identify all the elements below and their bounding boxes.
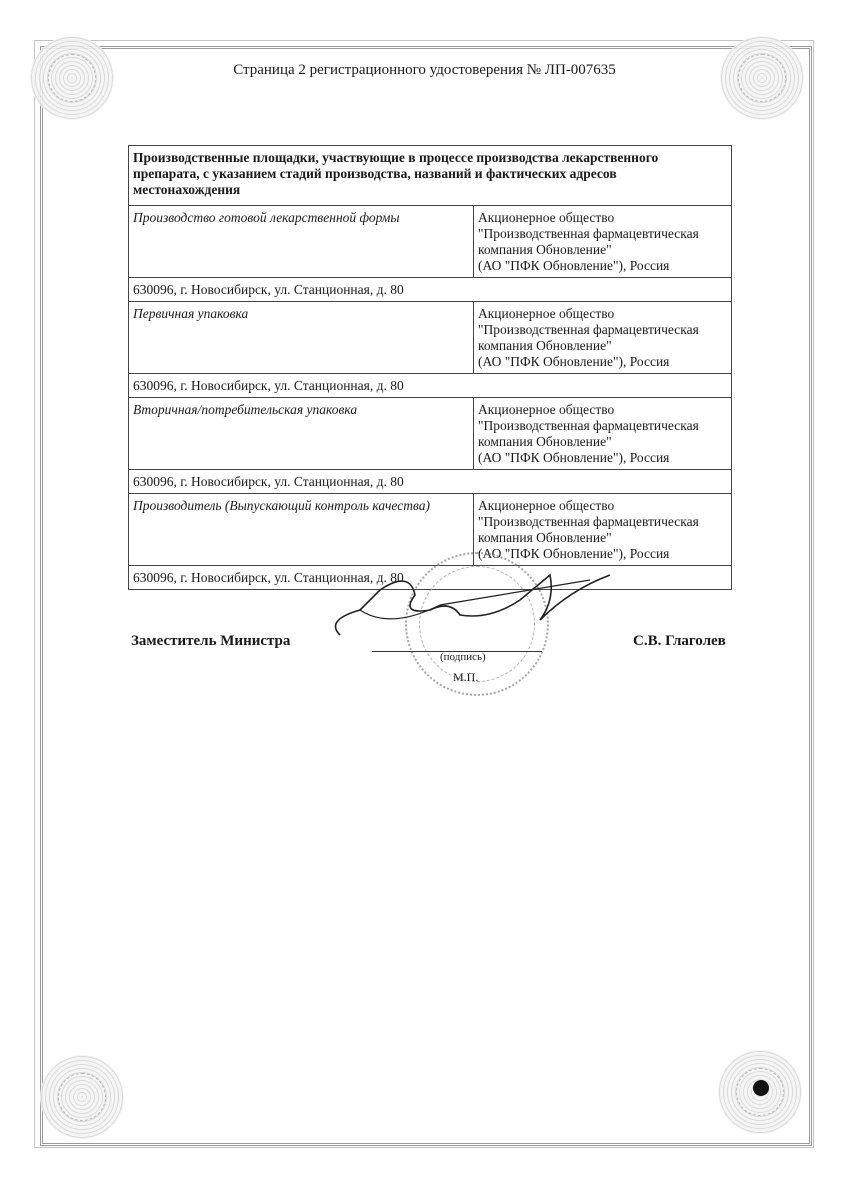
organization-cell	[474, 302, 732, 374]
organization-cell	[474, 494, 732, 566]
corner-rosette-icon	[40, 1055, 124, 1139]
org-line: "Производственная фармацевтическая	[478, 226, 699, 241]
org-line: Акционерное общество	[478, 402, 615, 417]
table-row	[129, 398, 732, 470]
stage-cell: Первичная упаковка	[129, 302, 474, 374]
organization-cell	[474, 398, 732, 470]
org-line: компания Обновление"	[478, 530, 612, 545]
address-cell: 630096, г. Новосибирск, ул. Станционная, д. 80	[129, 566, 732, 590]
stage-cell: Производство готовой лекарственной формы	[129, 206, 474, 278]
address-cell: 630096, г. Новосибирск, ул. Станционная, д. 80	[129, 470, 732, 494]
org-line: (АО "ПФК Обновление"), Россия	[478, 354, 670, 369]
org-line: Акционерное общество	[478, 210, 615, 225]
page-title: Страница 2 регистрационного удостоверения № ЛП-007635	[233, 62, 616, 78]
table-row	[129, 302, 732, 374]
hole-punch-mark	[753, 1080, 769, 1096]
manufacturing-sites-table	[128, 145, 732, 590]
seal-label: М.П.	[453, 670, 479, 684]
org-line: "Производственная фармацевтическая	[478, 418, 699, 433]
stage-cell: Вторичная/потребительская упаковка	[129, 398, 474, 470]
organization-cell	[474, 206, 732, 278]
signature-caption: (подпись)	[440, 651, 486, 663]
table-header: Производственные площадки, участвующие в процессе производства лекарственного препарата, с указанием стадий производства, названий и фактических адресов местонахождения	[129, 146, 732, 206]
table-row	[129, 206, 732, 278]
signatory-position: Заместитель Министра	[131, 633, 291, 649]
org-line: "Производственная фармацевтическая	[478, 514, 699, 529]
org-line: "Производственная фармацевтическая	[478, 322, 699, 337]
org-line: (АО "ПФК Обновление"), Россия	[478, 450, 670, 465]
org-line: (АО "ПФК Обновление"), Россия	[478, 546, 670, 561]
org-line: Акционерное общество	[478, 306, 615, 321]
signatory-name: С.В. Глаголев	[633, 633, 726, 649]
org-line: компания Обновление"	[478, 338, 612, 353]
org-line: компания Обновление"	[478, 242, 612, 257]
org-line: Акционерное общество	[478, 498, 615, 513]
table-row	[129, 494, 732, 566]
handwritten-signature	[320, 560, 620, 650]
stage-cell: Производитель (Выпускающий контроль качества)	[129, 494, 474, 566]
address-cell: 630096, г. Новосибирск, ул. Станционная, д. 80	[129, 374, 732, 398]
org-line: (АО "ПФК Обновление"), Россия	[478, 258, 670, 273]
address-cell: 630096, г. Новосибирск, ул. Станционная, д. 80	[129, 278, 732, 302]
org-line: компания Обновление"	[478, 434, 612, 449]
